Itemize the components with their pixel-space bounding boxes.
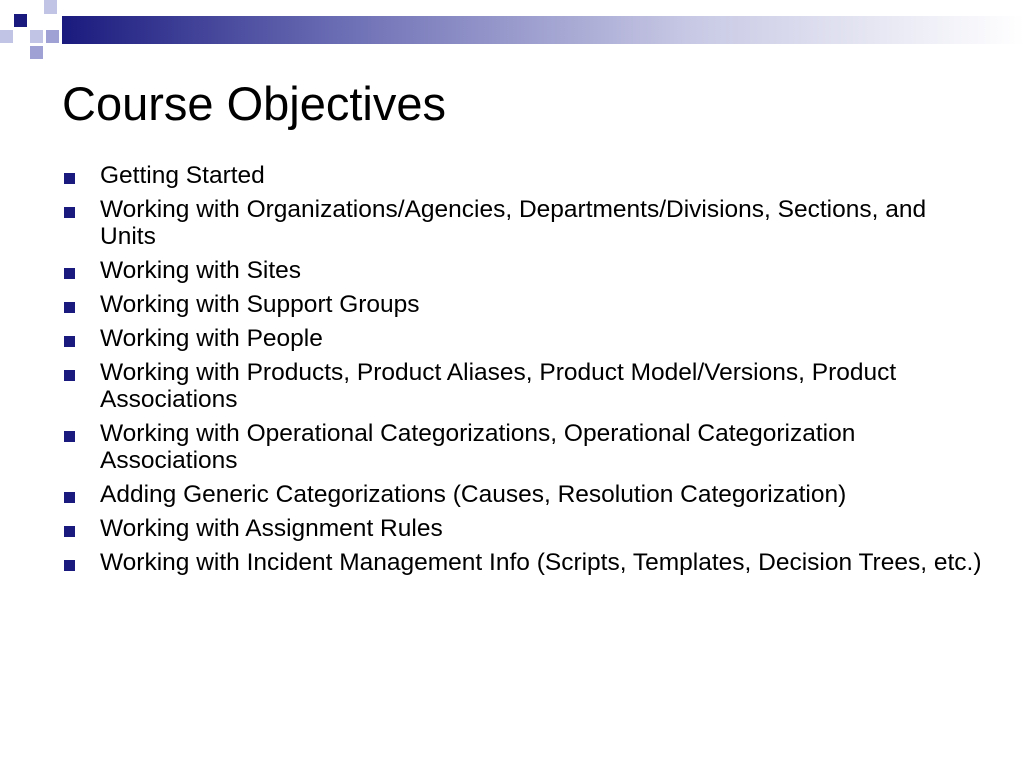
bullet-text: Working with Sites (100, 257, 302, 284)
bullet-item (62, 481, 982, 508)
decor-square (0, 30, 13, 43)
decor-square (46, 30, 59, 43)
bullet-text: Working with Products, Product Aliases, Product Model/Versions, Product Associations (100, 359, 897, 413)
bullet-item (62, 549, 982, 576)
decor-square (30, 46, 43, 59)
decor-square (44, 0, 57, 14)
header-decoration (0, 0, 1024, 64)
bullet-text: Working with Assignment Rules (100, 515, 443, 542)
bullet-text: Working with Operational Categorizations, Operational Categorization Associations (100, 420, 856, 474)
bullet-item (62, 325, 982, 352)
header-gradient-bar (62, 16, 1024, 44)
square-bullet-icon (64, 302, 75, 313)
square-bullet-icon (64, 173, 75, 184)
bullet-item (62, 257, 982, 284)
square-bullet-icon (64, 431, 75, 442)
square-bullet-icon (64, 560, 75, 571)
bullet-item (62, 291, 982, 318)
square-bullet-icon (64, 492, 75, 503)
square-bullet-icon (64, 526, 75, 537)
slide-title: Course Objectives (62, 77, 446, 130)
bullet-text: Adding Generic Categorizations (Causes, Resolution Categorization) (100, 481, 847, 508)
bullet-item (62, 196, 982, 250)
bullet-text: Working with Support Groups (100, 291, 420, 318)
square-bullet-icon (64, 370, 75, 381)
square-bullet-icon (64, 336, 75, 347)
bullet-item (62, 359, 982, 413)
bullet-text: Working with Organizations/Agencies, Departments/Divisions, Sections, and Units (100, 196, 927, 250)
decor-square (30, 30, 43, 43)
bullet-item (62, 515, 982, 542)
bullet-list (62, 162, 982, 583)
bullet-text: Working with People (100, 325, 323, 352)
square-bullet-icon (64, 268, 75, 279)
decor-square (14, 14, 27, 27)
bullet-text: Getting Started (100, 162, 265, 189)
bullet-item (62, 420, 982, 474)
square-bullet-icon (64, 207, 75, 218)
bullet-text: Working with Incident Management Info (Scripts, Templates, Decision Trees, etc.) (100, 549, 982, 576)
bullet-item (62, 162, 982, 189)
